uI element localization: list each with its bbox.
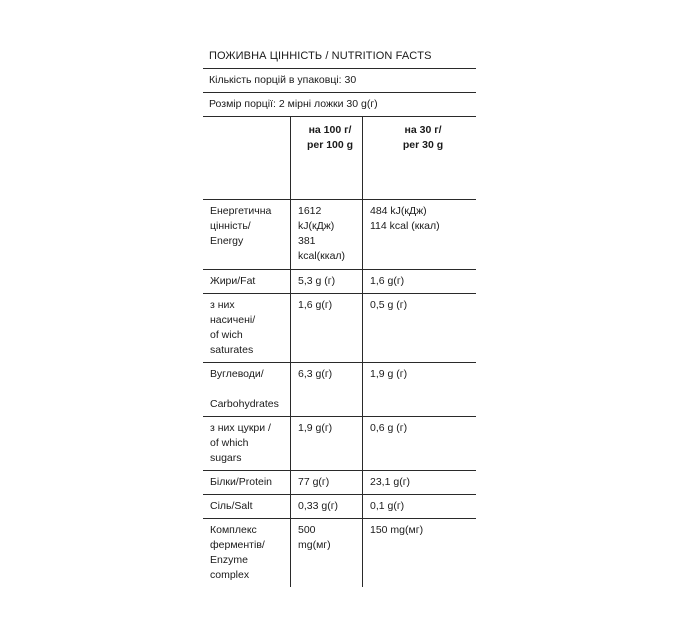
nutrient-per30: 1,9 g (г) bbox=[363, 363, 477, 417]
nutrient-name: Вуглеводи/ Carbohydrates bbox=[203, 363, 291, 417]
nutrient-per100: 6,3 g(г) bbox=[291, 363, 363, 417]
table-row bbox=[203, 495, 476, 519]
nutrient-per100: 5,3 g (г) bbox=[291, 270, 363, 294]
nutrient-per30: 23,1 g(г) bbox=[363, 471, 477, 495]
nutrient-name: Сіль/Salt bbox=[203, 495, 291, 519]
table-row bbox=[203, 519, 476, 588]
nutrient-name: з них насичені/ of wich saturates bbox=[203, 294, 291, 363]
table-row bbox=[203, 270, 476, 294]
nutrient-name: Жири/Fat bbox=[203, 270, 291, 294]
nutrient-per30: 0,5 g (г) bbox=[363, 294, 477, 363]
table-row bbox=[203, 471, 476, 495]
header-per100: на 100 г/ per 100 g bbox=[291, 117, 363, 200]
table-row bbox=[203, 417, 476, 471]
nutrient-per100: 1612 kJ(кДж) 381 kcal(ккал) bbox=[291, 200, 363, 270]
nutrient-name: Комплекс ферментів/ Enzyme complex bbox=[203, 519, 291, 588]
nutrient-per100: 500 mg(мг) bbox=[291, 519, 363, 588]
nutrient-name: з них цукри / of which sugars bbox=[203, 417, 291, 471]
table-row bbox=[203, 294, 476, 363]
nutrient-per100: 1,9 g(г) bbox=[291, 417, 363, 471]
nutrient-per30: 0,1 g(г) bbox=[363, 495, 477, 519]
nutrition-table bbox=[203, 116, 476, 587]
nutrient-per100: 77 g(г) bbox=[291, 471, 363, 495]
header-per30: на 30 г/ per 30 g bbox=[363, 117, 477, 200]
table-header-row bbox=[203, 117, 476, 200]
nutrient-per100: 0,33 g(г) bbox=[291, 495, 363, 519]
label-title: ПОЖИВНА ЦІННІСТЬ / NUTRITION FACTS bbox=[209, 50, 432, 62]
nutrient-name: Білки/Protein bbox=[203, 471, 291, 495]
servings-per-package: Кількість порцій в упаковці: 30 bbox=[203, 68, 476, 92]
table-row bbox=[203, 363, 476, 417]
nutrient-per100: 1,6 g(г) bbox=[291, 294, 363, 363]
nutrient-name: Енергетична цінність/ Energy bbox=[203, 200, 291, 270]
nutrient-per30: 1,6 g(г) bbox=[363, 270, 477, 294]
nutrient-per30: 150 mg(мг) bbox=[363, 519, 477, 588]
nutrient-per30: 0,6 g (г) bbox=[363, 417, 477, 471]
table-row bbox=[203, 200, 476, 270]
serving-size: Розмір порції: 2 мірні ложки 30 g(г) bbox=[203, 92, 476, 116]
nutrient-per30: 484 kJ(кДж) 114 kcal (ккал) bbox=[363, 200, 477, 270]
nutrition-label bbox=[203, 44, 476, 587]
header-empty-cell bbox=[203, 117, 291, 200]
